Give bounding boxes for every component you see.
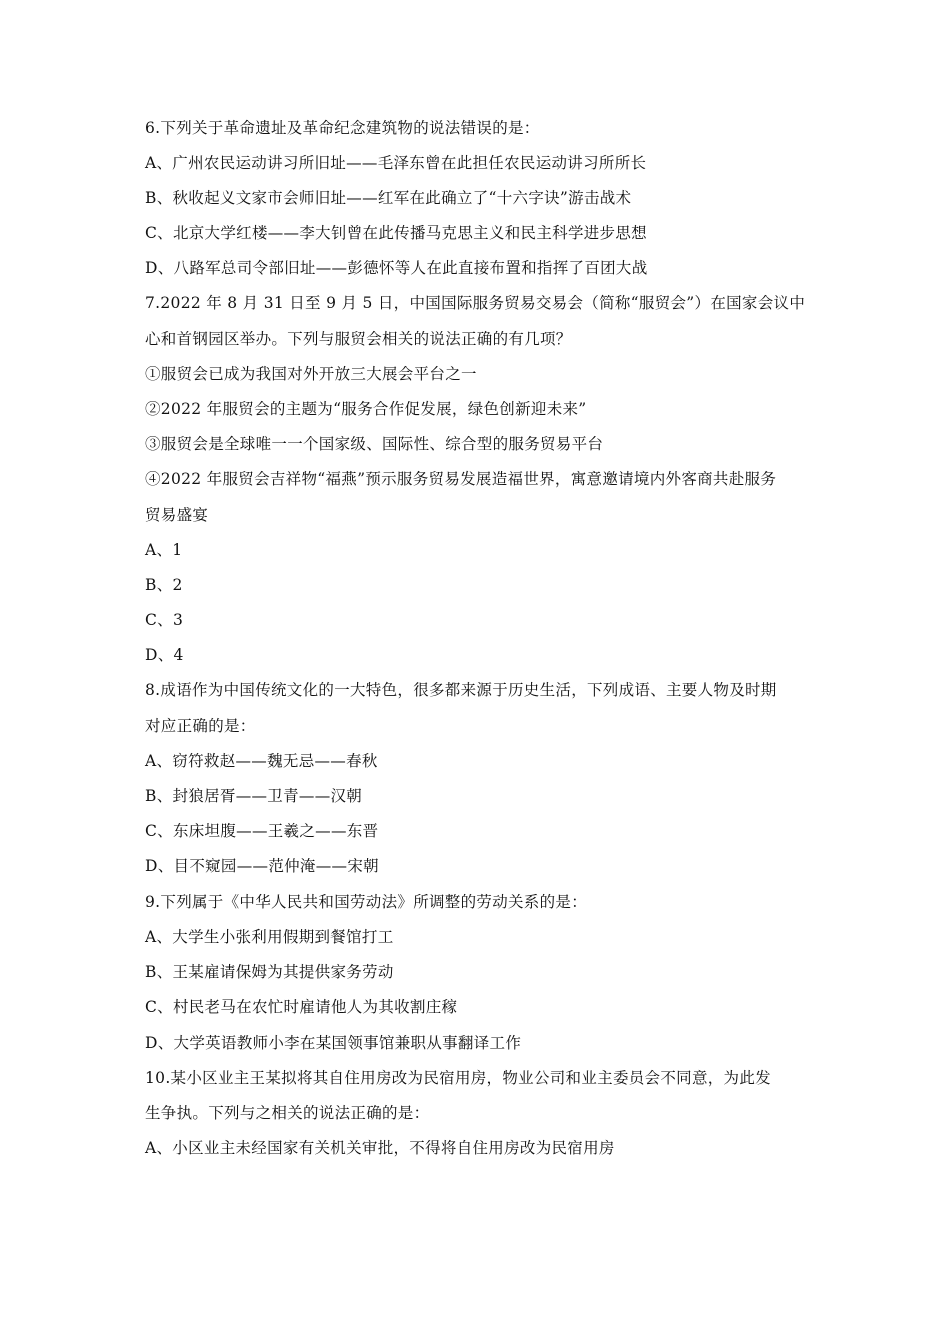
question-8-stem-line-1: 8.成语作为中国传统文化的一大特色，很多都来源于历史生活，下列成语、主要人物及时期 [145, 681, 777, 699]
question-8-option-a: A、窃符救赵——魏无忌——春秋 [145, 752, 378, 770]
question-8-option-b: B、封狼居胥——卫青——汉朝 [145, 787, 363, 805]
question-7-option-c: C、3 [145, 611, 184, 629]
question-6-option-d: D、八路军总司令部旧址——彭德怀等人在此直接布置和指挥了百团大战 [145, 259, 648, 277]
question-9-option-c: C、村民老马在农忙时雇请他人为其收割庄稼 [145, 998, 458, 1016]
question-8-option-d: D、目不窥园——范仲淹——宋朝 [145, 857, 379, 875]
question-10-stem-line-1: 10.某小区业主王某拟将其自住用房改为民宿用房，物业公司和业主委员会不同意，为此发 [145, 1069, 771, 1087]
question-9-option-b: B、王某雇请保姆为其提供家务劳动 [145, 963, 394, 981]
question-10-option-a: A、小区业主未经国家有关机关审批，不得将自住用房改为民宿用房 [145, 1139, 615, 1157]
question-7-stem-line-1: 7.2022 年 8 月 31 日至 9 月 5 日，中国国际服务贸易交易会（简称“服贸会”）在国家会议中 [145, 294, 806, 312]
question-8-stem-line-2: 对应正确的是： [145, 717, 256, 735]
question-6-stem: 6.下列关于革命遗址及革命纪念建筑物的说法错误的是： [145, 119, 540, 137]
question-7-option-b: B、2 [145, 576, 183, 594]
question-6-option-b: B、秋收起义文家市会师旧址——红军在此确立了“十六字诀”游击战术 [145, 189, 632, 207]
question-9-option-a: A、大学生小张利用假期到餐馆打工 [145, 928, 394, 946]
question-7-statement-1: ①服贸会已成为我国对外开放三大展会平台之一 [145, 365, 477, 383]
question-7-statement-2: ②2022 年服贸会的主题为“服务合作促发展，绿色创新迎未来” [145, 400, 587, 418]
question-8-option-c: C、东床坦腹——王羲之——东晋 [145, 822, 379, 840]
question-6-option-c: C、北京大学红楼——李大钊曾在此传播马克思主义和民主科学进步思想 [145, 224, 647, 242]
question-7-stem-line-2: 心和首钢园区举办。下列与服贸会相关的说法正确的有几项？ [145, 330, 572, 348]
question-9-stem: 9.下列属于《中华人民共和国劳动法》所调整的劳动关系的是： [145, 893, 587, 911]
question-7-option-d: D、4 [145, 646, 184, 664]
question-7-statement-4: ④2022 年服贸会吉祥物“福燕”预示服务贸易发展造福世界，寓意邀请境内外客商共赴服务 [145, 470, 777, 488]
question-7-statement-3: ③服贸会是全球唯一一个国家级、国际性、综合型的服务贸易平台 [145, 435, 604, 453]
question-6-option-a: A、广州农民运动讲习所旧址——毛泽东曾在此担任农民运动讲习所所长 [145, 154, 647, 172]
question-7-option-a: A、1 [145, 541, 183, 559]
question-9-option-d: D、大学英语教师小李在某国领事馆兼职从事翻译工作 [145, 1034, 522, 1052]
question-10-stem-line-2: 生争执。下列与之相关的说法正确的是： [145, 1104, 430, 1122]
question-7-statement-4-cont: 贸易盛宴 [145, 506, 209, 524]
